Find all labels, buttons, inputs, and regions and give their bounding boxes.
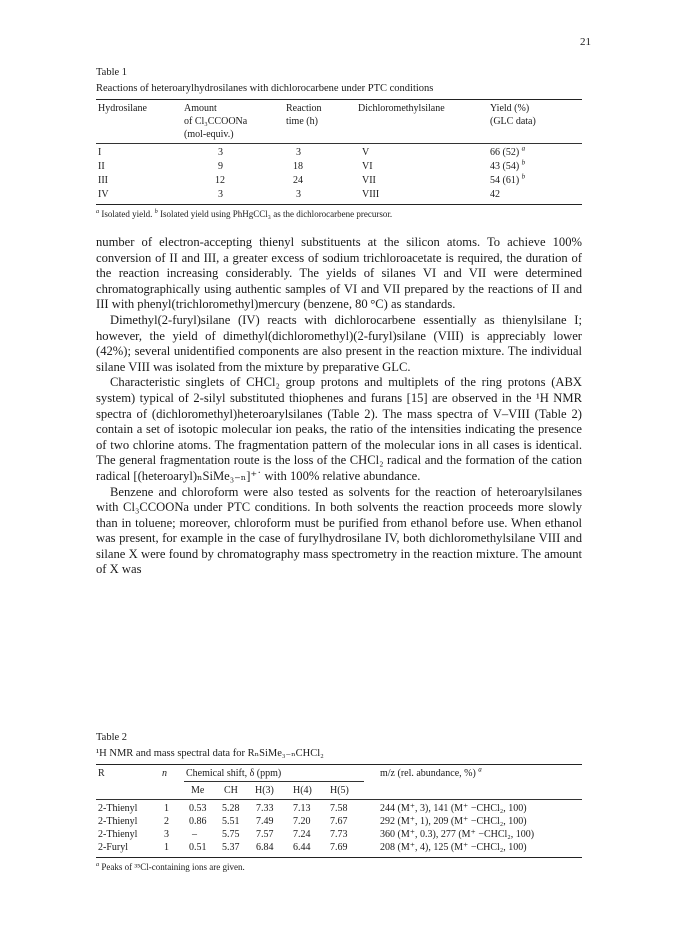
table-cell: 7.20 <box>293 816 311 827</box>
table-cell: VII <box>362 175 376 186</box>
table-cell: 5.75 <box>222 829 240 840</box>
t1-header-yield-1: Yield (%) <box>490 103 530 114</box>
table-cell: VI <box>362 161 373 172</box>
table-cell: 12 <box>215 175 225 186</box>
t1-header-amount-1: Amount <box>184 103 217 114</box>
t1-header-amount-3: (mol-equiv.) <box>184 129 234 140</box>
footnote-marker: a <box>521 144 526 153</box>
table-row: I <box>98 147 102 158</box>
table2-title: ¹H NMR and mass spectral data for RₙSiMe₃₋ₙCHCl₂ <box>96 748 324 759</box>
table-cell: 3 <box>164 829 169 840</box>
table-row: IV <box>98 189 109 200</box>
t1-footnote-b: Isolated yield using PhHgCCl₃ as the dichlorocarbene precursor. <box>160 209 393 219</box>
table-cell: 42 <box>490 189 500 200</box>
paragraph-4: Benzene and chloroform were also tested as solvents for the reaction of heteroarylsilanes with Cl₃CCOONa under PTC conditions. In both solvents the reaction proceeds more slowly than in toluene; moreover, chloroform must be purified from ethanol before use. When ethanol was present, for example in the case of furylhydrosilane IV, both dichloromethylsilane VIII and silane X were found by chromatography mass spectrometry in the reaction mixture. The amount of X was <box>96 484 582 577</box>
t2-header-r: R <box>98 768 105 779</box>
footnote-marker: b <box>521 172 526 181</box>
table-cell: 7.67 <box>330 816 348 827</box>
paragraph-3: Characteristic singlets of CHCl₂ group protons and multiplets of the ring protons (ABX system) typical of 2-silyl substituted thiophenes and furans [15] are observed in the ¹H NMR spectra of (dichloromethyl)heteroarylsilanes (Table 2). The mass spectra of V–VIII (Table 2) contain a set of isotopic molecular ion peaks, the ratio of the intensities indicating the presence of two chlorine atoms. The fragmentation pattern of the molecular ions in all cases is identical. The general fragmentation route is the loss of the CHCl₂ radical and the formation of the cation radical [(heteroaryl)ₙSiMe₃₋ₙ]⁺˙ with 100% relative abundance. <box>96 375 582 483</box>
table1-top-rule <box>96 99 582 100</box>
table2-label: Table 2 <box>96 732 128 743</box>
table-row: III <box>98 175 108 186</box>
table-cell: 6.44 <box>293 842 311 853</box>
table-cell <box>490 174 525 187</box>
table-cell: 1 <box>164 842 169 853</box>
table-cell: 5.28 <box>222 803 240 814</box>
table-cell: 0.86 <box>189 816 207 827</box>
t2-footnote-a: Peaks of ³⁵Cl-containing ions are given. <box>101 862 245 872</box>
t1-header-time-2: time (h) <box>286 116 318 127</box>
table-cell: 7.58 <box>330 803 348 814</box>
table-row: 2-Thienyl <box>98 829 138 840</box>
table1-footnote: $^a$ Isolated yield. $^b$ Isolated yield using PhHgCCl₃ as the dichlorocarbene precursor. <box>96 208 393 219</box>
table-row: 2-Thienyl <box>98 803 138 814</box>
table-cell: 7.57 <box>256 829 274 840</box>
table-cell: 7.13 <box>293 803 311 814</box>
body-text <box>96 235 582 578</box>
table-cell: 0.53 <box>189 803 207 814</box>
t2-header-h4: H(4) <box>293 785 312 796</box>
table-cell: 7.73 <box>330 829 348 840</box>
table2-top-rule <box>96 764 582 765</box>
table-row: II <box>98 161 105 172</box>
table-cell <box>490 146 525 159</box>
t1-header-product: Dichloromethylsilane <box>358 103 445 114</box>
table1-title: Reactions of heteroarylhydrosilanes with dichlorocarbene under PTC conditions <box>96 83 434 94</box>
yield-value: 54 (61) <box>490 175 520 186</box>
t1-header-yield-2: (GLC data) <box>490 116 536 127</box>
t2-header-me: Me <box>191 785 205 796</box>
table-row: 2-Thienyl <box>98 816 138 827</box>
table-cell: V <box>362 147 370 158</box>
table-cell: VIII <box>362 189 380 200</box>
t2-header-h5: H(5) <box>330 785 349 796</box>
table-cell: – <box>192 829 197 840</box>
paragraph-2: Dimethyl(2-furyl)silane (IV) reacts with dichlorocarbene essentially as thienylsilane I; however, the yield of dimethyl(dichloromethyl)(2-furyl)silane (VIII) is appreciably lower (42%); several unidentified components are also present in the reaction mixture. The individual silane VIII was isolated from the mixture by preparative GLC. <box>96 312 582 374</box>
table-cell: 5.51 <box>222 816 240 827</box>
table-cell: 3 <box>218 147 223 158</box>
table-cell: 1 <box>164 803 169 814</box>
table-cell: 6.84 <box>256 842 274 853</box>
table-cell: 9 <box>218 161 223 172</box>
table-cell: 24 <box>293 175 303 186</box>
t1-footnote-a: Isolated yield. <box>101 209 153 219</box>
table-cell: 292 (M⁺, 1), 209 (M⁺ −CHCl₂, 100) <box>380 816 527 827</box>
table-row: 2-Furyl <box>98 842 128 853</box>
table2-footnote: $^a$ Peaks of ³⁵Cl-containing ions are given. <box>96 861 245 872</box>
table-cell: 5.37 <box>222 842 240 853</box>
table-cell: 7.69 <box>330 842 348 853</box>
page-number: 21 <box>580 36 591 48</box>
table2-bottom-rule <box>96 857 582 858</box>
paragraph-1: number of electron-accepting thienyl substituents at the silicon atoms. To achieve 100% conversion of II and III, a greater excess of sodium trichloroacetate is required, the duration of the reaction increasing considerably. The yields of silanes VI and VII were determined chromatographically using authentic samples of VI and VII prepared by the reactions of II and III with phenyl(trichloromethyl)mercury (benzene, 80 °C) as standards. <box>96 235 582 312</box>
t2-header-ch: CH <box>224 785 238 796</box>
table1-header-rule <box>96 143 582 144</box>
table2-header-rule <box>96 799 582 800</box>
t2-header-ms <box>380 767 482 780</box>
table-cell: 7.49 <box>256 816 274 827</box>
t2-header-h3: H(3) <box>255 785 274 796</box>
yield-value: 43 (54) <box>490 161 520 172</box>
table-cell: 208 (M⁺, 4), 125 (M⁺ −CHCl₂, 100) <box>380 842 527 853</box>
table1-label: Table 1 <box>96 67 128 78</box>
table-cell <box>490 160 525 173</box>
table1-bottom-rule <box>96 204 582 205</box>
table-cell: 3 <box>218 189 223 200</box>
t1-header-amount-2: of Cl₃CCOONa <box>184 116 248 127</box>
t1-header-hydrosilane: Hydrosilane <box>98 103 147 114</box>
t2-shift-rule <box>184 781 364 782</box>
yield-value: 66 (52) <box>490 147 520 158</box>
table-cell: 360 (M⁺, 0.3), 277 (M⁺ −CHCl₂, 100) <box>380 829 535 840</box>
table-cell: 2 <box>164 816 169 827</box>
table-cell: 3 <box>296 189 301 200</box>
footnote-marker: b <box>521 158 526 167</box>
t1-header-time-1: Reaction <box>286 103 322 114</box>
t2-header-ms-text: m/z (rel. abundance, %) <box>380 768 476 779</box>
table-cell: 244 (M⁺, 3), 141 (M⁺ −CHCl₂, 100) <box>380 803 527 814</box>
table-cell: 0.51 <box>189 842 207 853</box>
table-cell: 7.24 <box>293 829 311 840</box>
t2-header-n: n <box>162 768 167 779</box>
table-cell: 7.33 <box>256 803 274 814</box>
footnote-marker: a <box>478 765 482 774</box>
table-cell: 3 <box>296 147 301 158</box>
table-cell: 18 <box>293 161 303 172</box>
t2-header-shift: Chemical shift, δ (ppm) <box>186 768 282 779</box>
